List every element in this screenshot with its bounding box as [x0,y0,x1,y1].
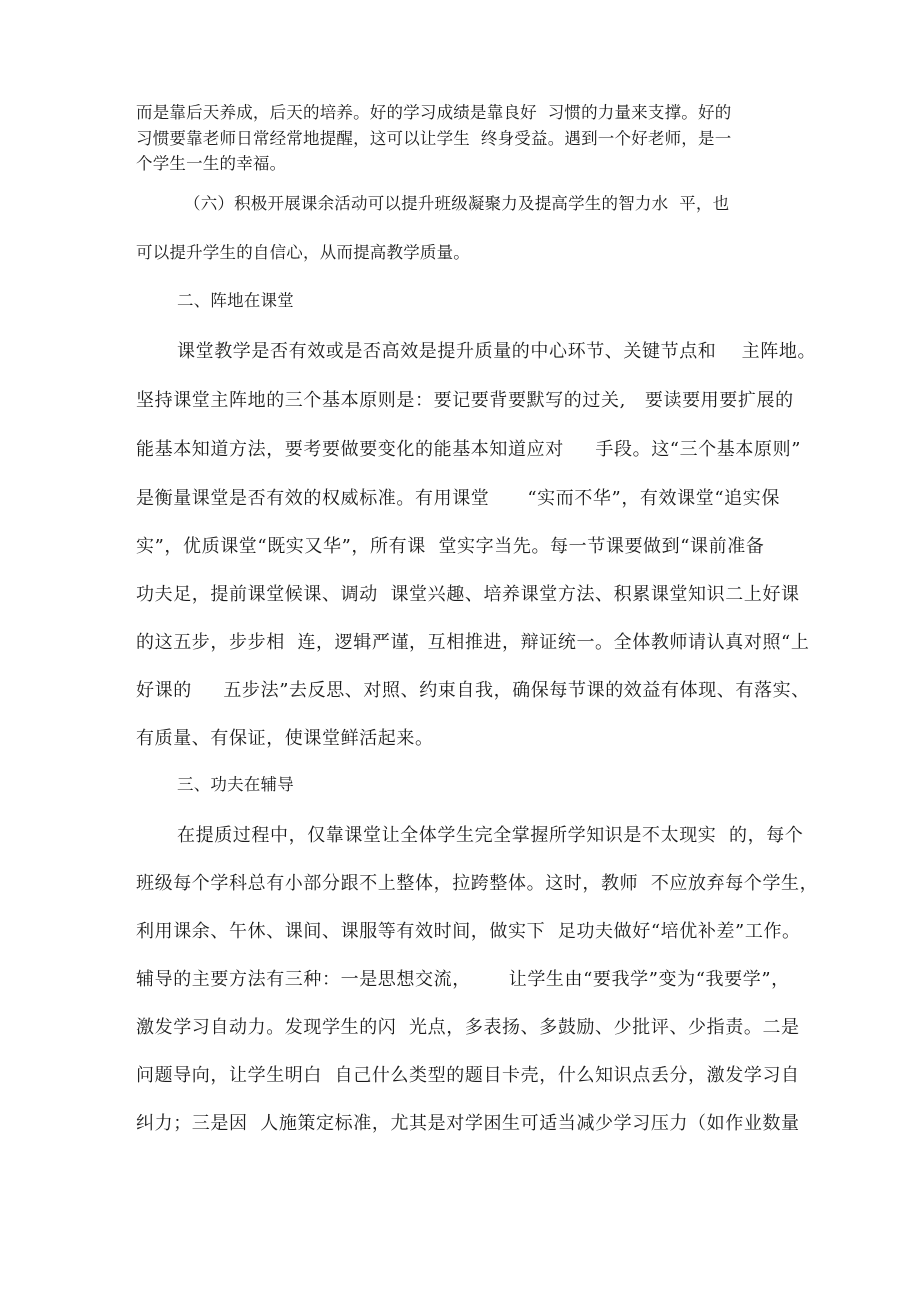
text-line: 课堂教学是否有效或是否高效是提升质量的中心环节、关键节点和 主阵地。 [177,341,817,362]
text-line: 个学生一生的幸福。 [136,154,287,173]
text-line: 的这五步，步步相 连，逻辑严谨，互相推进，辩证统一。全体教师请认真对照“上 [136,632,810,653]
text-line: 班级每个学科总有小部分跟不上整体，拉跨整体。这时，教师 不应放弃每个学生， [136,873,819,894]
text-line: 是衡量课堂是否有效的权威标准。有用课堂 “实而不华”，有效课堂“追实保 [136,488,780,509]
text-line: 好课的 五步法”去反思、对照、约束自我，确保每节课的效益有体现、有落实、 [136,680,810,701]
text-line: 可以提升学生的自信心，从而提高教学质量。 [136,243,470,262]
text-line: 辅导的主要方法有三种：一是思想交流， 让学生由“要我学”变为“我要学”， [136,969,790,990]
text-line: （六）积极开展课余活动可以提升班级凝聚力及提高学生的智力水 平，也 [184,194,730,213]
text-line: 利用课余、午休、课间、课服等有效时间，做实下 足功夫做好“培优补差”工作。 [136,921,801,942]
text-line: 坚持课堂主阵地的三个基本原则是：要记要背要默写的过关, 要读要用要扩展的 [136,390,794,411]
text-line: 激发学习自动力。发现学生的闪 光点，多表扬、多鼓励、少批评、少指责。二是 [136,1017,800,1038]
text-line: 功夫足，提前课堂候课、调动 课堂兴趣、培养课堂方法、积累课堂知识二上好课 [136,584,800,605]
text-line: 而是靠后天养成，后天的培养。好的学习成绩是靠良好 习惯的力量来支撑。好的 [136,103,732,122]
text-line: 能基本知道方法，要考要做要变化的能基本知道应对 手段。这“三个基本原则” [136,439,802,460]
text-line: 纠力；三是因 人施策定标准，尤其是对学困生可适当减少学习压力（如作业数量 [136,1113,800,1134]
text-line: 问题导向，让学生明白 自己什么类型的题目卡壳，什么知识点丢分，激发学习自 [136,1065,800,1086]
text-line: 在提质过程中，仅靠课堂让全体学生完全掌握所学知识是不太现实 的，每个 [177,825,804,846]
section-heading: 三、功夫在辅导 [177,775,294,794]
text-line: 习惯要靠老师日常经常地提醒，这可以让学生 终身受益。遇到一个好老师，是一 [136,129,732,148]
section-heading: 二、阵地在课堂 [177,291,294,310]
text-line: 实”，优质课堂“既实又华”，所有课 堂实字当先。每一节课要做到“课前准备 [136,536,765,557]
text-line: 有质量、有保证，使课堂鲜活起来。 [136,728,434,749]
